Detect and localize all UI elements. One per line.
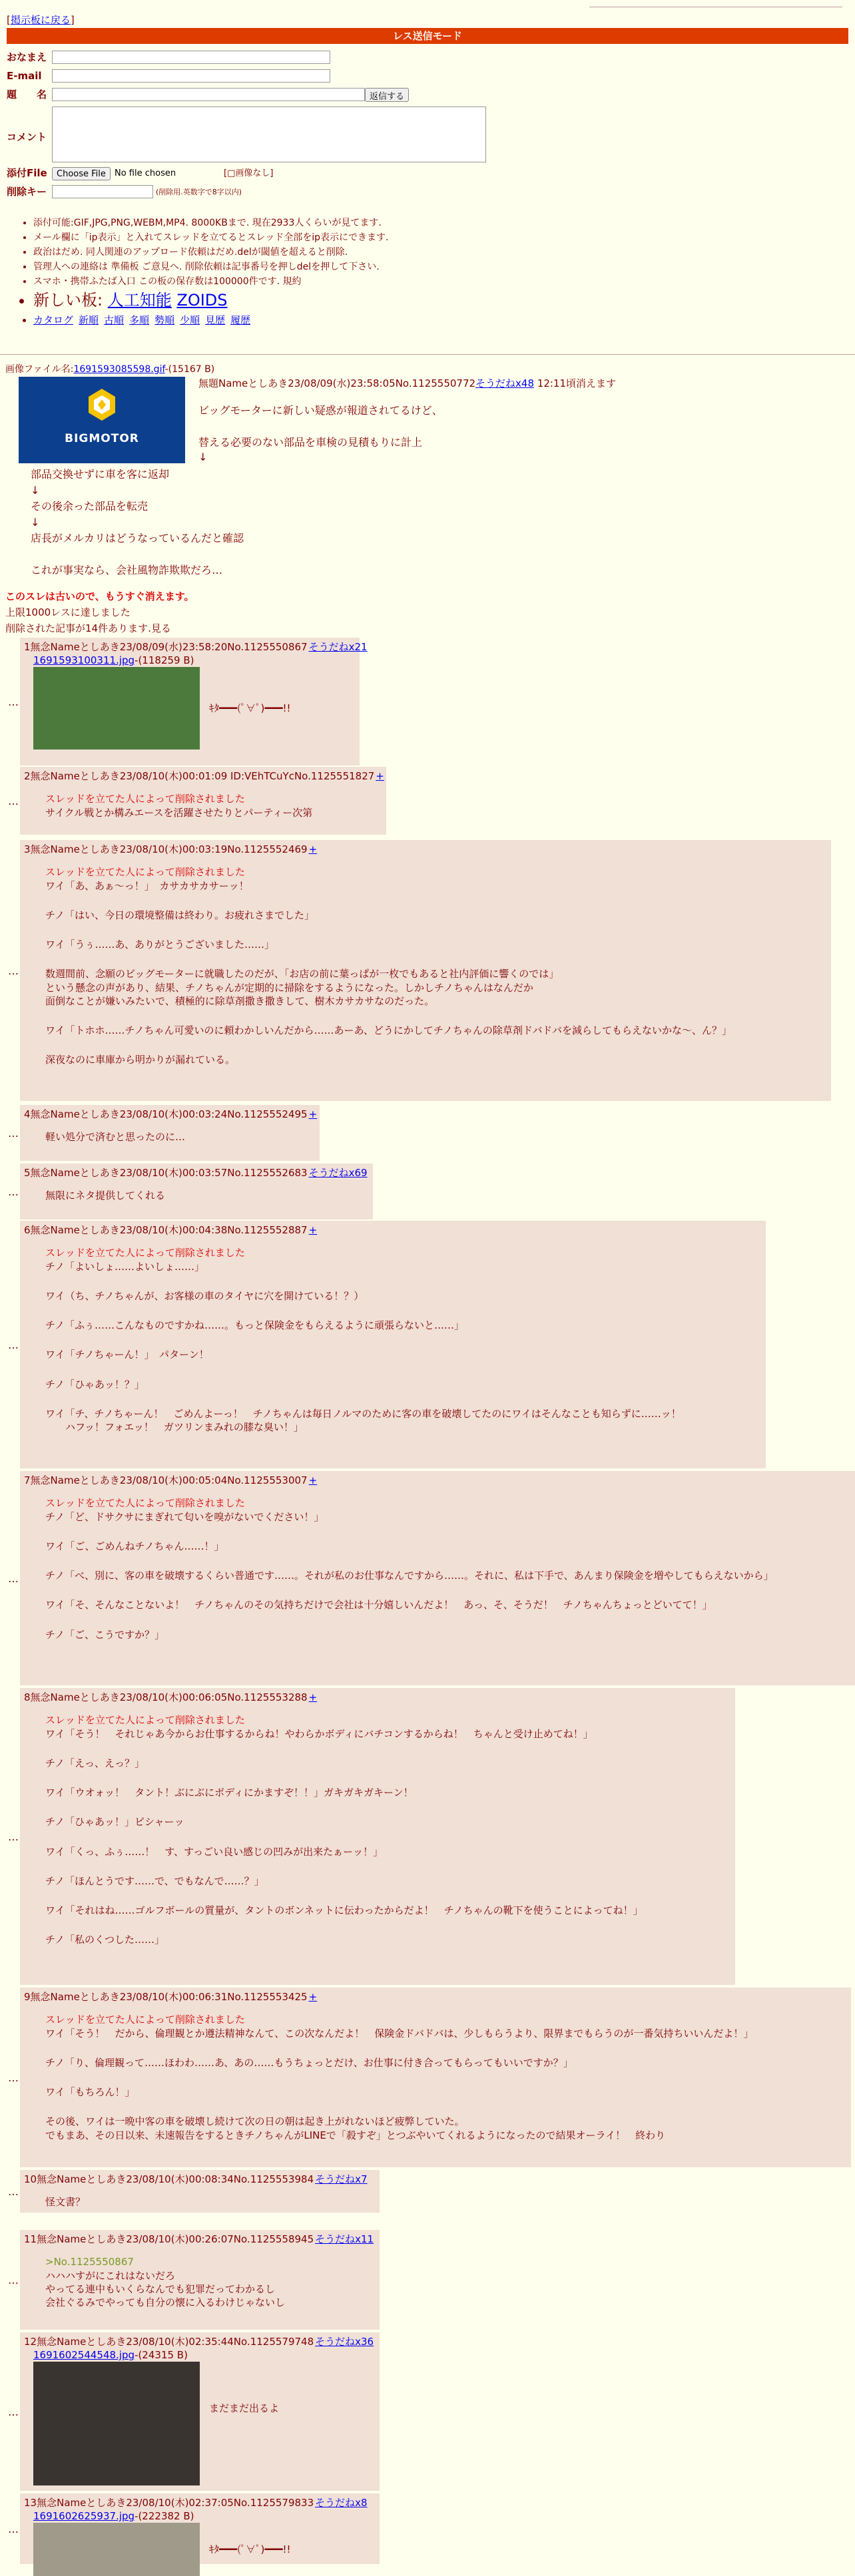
reply-number: 4: [24, 1108, 31, 1120]
reply-thumbnail[interactable]: [33, 2523, 200, 2576]
reply-indent-marker: …: [8, 795, 19, 807]
expiry-warning: このスレは古いので、もうすぐ消えます。: [5, 590, 194, 602]
reply-line: ワイ「くっ、ふぅ……！ す、すっごい良い感じの凹みが出来たぁーッ！」: [45, 1845, 384, 1858]
reply-line: チノ「はい、今日の環境整備は終わり。お疲れさまでした」: [45, 909, 314, 921]
reply-thumbnail[interactable]: [33, 2362, 200, 2485]
reply-meta: 無念Nameとしあき23/08/10(木)00:04:38No.1125552887: [30, 1224, 308, 1236]
reply-line: ワイ「トホホ……チノちゃん可愛いのに頼わかしいんだから……あーあ、どうにかしてチノちゃんの除草剤ドバドバを減らしてもらえないかな〜、ん？」: [45, 1024, 732, 1036]
reply-line: ハハハすがにこれはないだろ: [45, 2269, 176, 2282]
reply-line: ワイ「チ、チノちゃーん！ ごめんよーっ！ チノちゃんは毎日ノルマのために客の車を破壊してたのにワイはそんなことも知らずに……ッ！: [45, 1407, 681, 1420]
reply-caption: ｷﾀ━━━(ﾟ∀ﾟ)━━━!!: [209, 702, 291, 714]
board-nav: [33, 314, 388, 327]
op-line: 部品交換せずに車を客に返却: [31, 468, 170, 481]
quote-line: >No.1125550867: [45, 2256, 134, 2268]
reply-indent-marker: …: [8, 965, 19, 977]
reply-body: [45, 792, 382, 819]
nav-fewest[interactable]: 少順: [180, 314, 200, 326]
reply-body: [45, 2195, 376, 2209]
reply-line: 面倒なことが嫌いみたいで、積極的に除草剤撒き撒きして、樹木カサカサなのだった。: [45, 994, 435, 1007]
op-image-label: 画像ファイル名:: [5, 364, 74, 375]
reply-header: [24, 2173, 376, 2186]
reply-header: [24, 769, 382, 783]
reply-number: 6: [24, 1224, 31, 1236]
reply-post: [20, 840, 831, 1101]
op-sodane-link[interactable]: そうだねx48: [475, 377, 534, 389]
reply-body: [45, 2255, 376, 2309]
reply-line: 軽い処分で済むと思ったのに…: [45, 1131, 186, 1144]
reply-image-size: -(222382 B): [135, 2510, 194, 2523]
comment-textarea[interactable]: [52, 107, 486, 162]
reply-header: [24, 2335, 376, 2348]
reply-indent-marker: …: [8, 1127, 19, 1140]
bigmotor-logo-icon: [19, 377, 185, 463]
reply-image-size: -(118259 B): [135, 654, 194, 667]
reply-line: チノ「ふぅ……こんなものですかね……。もっと保険金をもらえるように頑張らないと……」: [45, 1319, 464, 1331]
reply-line: 無限にネタ提供してくれる: [45, 1189, 166, 1202]
sodane-button[interactable]: +: [308, 843, 318, 855]
op-image-info: [5, 363, 214, 376]
op-line: これが事実なら、会社風物詐欺欺だろ…: [31, 564, 223, 576]
reply-line: チノ「えっ、えっ？」: [45, 1757, 144, 1769]
nav-most[interactable]: 多順: [129, 314, 150, 326]
reply-number: 1: [24, 641, 31, 653]
reply-indent-marker: …: [8, 1185, 19, 1198]
rule-item: • スマホ・携帯ふたば入口 この板の保存数は100000件です. 規約: [33, 276, 388, 288]
reply-line: という懸念の声があり、結果、チノちゃんが定期的に掃除をするようになった。しかしチノちゃんはなんだか: [45, 981, 533, 994]
reply-meta: 無念Nameとしあき23/08/09(水)23:58:20No.1125550867: [30, 641, 308, 653]
reply-image-size: -(24315 B): [135, 2349, 188, 2362]
reply-post: [20, 638, 368, 765]
reply-mode-bar: レス送信モード: [7, 28, 848, 44]
reply-post: [20, 2230, 380, 2330]
reply-line: チノ「よいしょ……よいしょ……」: [45, 1260, 204, 1273]
reply-line: 数週間前、念願のビッグモーターに就職したのだが、「お店の前に葉っぱが一枚でもあると社内評価に響くのでは」: [45, 968, 559, 980]
reply-indent-marker: …: [8, 1830, 19, 1843]
limit-notice: 上限1000レスに達しました: [5, 606, 131, 618]
deleted-posts-notice[interactable]: 削除された記事が14件あります.見る: [5, 622, 171, 634]
reply-line: ワイ「ご、ごめんねチノちゃん……！」: [45, 1540, 224, 1552]
op-image-size: -(15167 B): [164, 364, 215, 375]
reply-indent-marker: …: [8, 2071, 19, 2084]
sodane-button[interactable]: そうだねx69: [308, 1167, 368, 1179]
reply-header: [24, 2496, 376, 2509]
op-line: 替える必要のない部品を車検の見積もりに計上: [198, 436, 423, 449]
reply-indent-marker: …: [8, 1572, 19, 1585]
board-rules-list: [13, 217, 388, 329]
reply-meta: 無念Nameとしあき23/08/10(木)00:06:31No.1125553425: [30, 1991, 308, 2003]
reply-line: チノ「ひゃあッ！？」: [45, 1378, 144, 1391]
op-line: ビッグモーターに新しい疑惑が報道されてるけど、: [198, 404, 443, 417]
reply-line: チノ「り、倫理観って……ほわわ……あ、あの……もうちょっとだけ、お仕事に付き合ってもらってもいいですか？」: [45, 2056, 573, 2069]
comment-label: コメント: [7, 131, 47, 143]
reply-number: 10: [24, 2173, 37, 2185]
reply-indent-marker: …: [8, 2406, 19, 2418]
deleted-notice: スレッドを立てた人によって削除されました: [45, 793, 245, 805]
reply-line: ハフッ！フォエッ！ ガツリンまみれの膝な臭い！」: [45, 1421, 304, 1433]
reply-post: [20, 1471, 855, 1685]
deleted-notice: スレッドを立てた人によって削除されました: [45, 1714, 245, 1727]
reply-post: [20, 2493, 380, 2564]
reply-number: 3: [24, 843, 31, 855]
nav-history[interactable]: 履歴: [230, 314, 251, 326]
op-image-link[interactable]: 1691593085598.gif: [73, 364, 165, 375]
nav-momentum[interactable]: 勢順: [154, 314, 175, 326]
reply-line: ワイ「そう！ それじゃあ今からお仕事するからね！やわらかボディにバチコンするからね！ ちゃんと受け止めてね！」: [45, 1727, 593, 1740]
reply-indent-marker: …: [8, 696, 19, 708]
op-line: 店長がメルカリはどうなっているんだと確認: [31, 532, 244, 544]
reply-body: [45, 1246, 762, 1434]
reply-line: チノ「私のくつした……」: [45, 1934, 164, 1946]
reply-meta: 無念Nameとしあき23/08/10(木)00:03:19No.1125552469: [30, 843, 308, 855]
rule-item: • 管理人への連絡は 準備板 ご意見へ. 削除依頼は記事番号を押しdelを押して下さい.: [33, 261, 388, 274]
rule-item: • 添付可能:GIF,JPG,PNG,WEBM,MP4. 8000KBまで. 現在2933人くらいが見てます.: [33, 217, 388, 230]
sodane-button[interactable]: +: [308, 1691, 318, 1703]
delete-key-input[interactable]: [52, 185, 153, 198]
back-link-container: [掲示板に戻る]: [7, 14, 75, 26]
op-thumbnail[interactable]: [19, 377, 185, 463]
reply-body: [45, 1130, 316, 1144]
subject-input[interactable]: [52, 88, 365, 101]
reply-image-info: [33, 2509, 376, 2523]
op-header-meta: 無題Nameとしあき23/08/09(水)23:58:05No.1125550772: [198, 377, 476, 389]
new-board-line: [33, 290, 388, 311]
sodane-button[interactable]: そうだねx11: [315, 2233, 374, 2245]
reply-line: ワイ「そう！ だから、倫理観とか遵法精神なんて、この次なんだよ！ 保険金ドバドバは、少しもらうより、限界までもらうのが一番気持ちいいんだよ！」: [45, 2027, 754, 2039]
nav-oldest[interactable]: 古順: [104, 314, 125, 326]
rule-item: • メール欄に「ip表示」と入れてスレッドを立てるとスレッド全部をip表示にできます.: [33, 232, 388, 244]
no-file-text: No file chosen: [115, 168, 176, 178]
delete-key-label: 削除キー: [7, 186, 47, 198]
reply-line: その後、ワイは一晩中客の車を破壊し続けて次の日の朝は起き上がれないほど疲弊していた。: [45, 2115, 465, 2128]
reply-indent-marker: …: [8, 1339, 19, 1351]
op-line: ↓: [31, 516, 40, 529]
rule-item: • 政治はだめ. 同人関連のアップロード依頼はだめ.delが閾値を超えると削除.: [33, 246, 388, 259]
sodane-button[interactable]: そうだねx21: [308, 641, 368, 653]
reply-number: 7: [24, 1474, 31, 1486]
reply-meta: 無念Nameとしあき23/08/10(木)02:37:05No.1125579833: [37, 2497, 314, 2509]
reply-line: チノ「ひゃあッ！」ビシャーッ: [45, 1816, 184, 1828]
sodane-button[interactable]: +: [308, 1991, 318, 2003]
reply-thumbnail[interactable]: [33, 667, 200, 750]
op-header: [198, 377, 616, 390]
email-input[interactable]: [52, 69, 330, 83]
reply-number: 12: [24, 2336, 37, 2348]
reply-post: [20, 1164, 373, 1219]
deleted-notice: スレッドを立てた人によって削除されました: [45, 1497, 245, 1510]
reply-line: ワイ「あ、あぁ〜っ！」 カサカサカサーッ！: [45, 879, 249, 892]
deleted-notice: スレッドを立てた人によって削除されました: [45, 1247, 245, 1259]
nav-view-history[interactable]: 見歴: [205, 314, 226, 326]
reply-indent-marker: …: [8, 2523, 19, 2535]
reply-line: ワイ「もちろん！」: [45, 2086, 135, 2098]
reply-line: サイクル戦とか構みエースを活躍させたりとパーティー次第: [45, 806, 313, 819]
reply-caption: まだまだ出るよ: [209, 2402, 280, 2414]
reply-body: [45, 2013, 847, 2142]
reply-line: 深夜なのに車庫から明かりが漏れている。: [45, 1054, 236, 1066]
reply-post: [20, 1688, 735, 1985]
reply-body: [45, 865, 827, 1066]
reply-header: [24, 1691, 731, 1704]
reply-line: やってる連中もいくらなんでも犯罪だってわかるし: [45, 2282, 276, 2295]
reply-image-link[interactable]: 1691602625937.jpg: [33, 2510, 135, 2523]
reply-header: [24, 640, 368, 654]
reply-header: [24, 1223, 762, 1237]
reply-meta: 無念Nameとしあき23/08/10(木)00:08:34No.1125553984: [37, 2173, 314, 2185]
reply-post: [20, 1105, 320, 1161]
reply-header: [24, 1474, 855, 1487]
reply-line: 会社ぐるみでやっても自分の懐に入るわけじゃないし: [45, 2296, 286, 2308]
sodane-button[interactable]: そうだねx8: [315, 2497, 368, 2509]
sodane-button[interactable]: そうだねx36: [315, 2336, 374, 2348]
reply-header: [24, 2233, 376, 2246]
sodane-button[interactable]: +: [308, 1108, 318, 1120]
op-line: ↓: [31, 484, 40, 497]
nav-catalog[interactable]: カタログ: [33, 314, 74, 326]
reply-body: [45, 1496, 855, 1641]
reply-meta: 無念Nameとしあき23/08/10(木)00:01:09 ID:VEhTCuYcNo.1125551827: [30, 770, 375, 782]
reply-number: 9: [24, 1991, 31, 2003]
reply-body: [45, 1189, 369, 1202]
reply-indent-marker: …: [8, 2274, 19, 2286]
reply-meta: 無念Nameとしあき23/08/10(木)00:03:24No.1125552495: [30, 1108, 308, 1120]
reply-line: でもまあ、その日以来、未速報告をするときチノちゃんがLINEで「殺すぞ」とつぶやいてくれるようになったので結果オーライ！ 終わり: [45, 2129, 666, 2141]
reply-line: ワイ「うぅ……あ、ありがとうございました……」: [45, 939, 274, 951]
reply-post: [20, 1221, 766, 1468]
reply-meta: 無念Nameとしあき23/08/10(木)00:03:57No.1125552683: [30, 1167, 308, 1179]
reply-number: 8: [24, 1691, 31, 1703]
reply-indent-marker: …: [8, 2185, 19, 2198]
reply-caption: ｷﾀ━━━(ﾟ∀ﾟ)━━━!!: [209, 2543, 291, 2555]
reply-line: チノ「ど、ドサクサにまぎれて匂いを嗅がないでください！」: [45, 1510, 324, 1523]
submit-reply-button[interactable]: 返信する: [365, 88, 409, 102]
reply-number: 2: [24, 770, 31, 782]
back-to-board-link[interactable]: 掲示板に戻る: [10, 14, 71, 26]
reply-image-info: [33, 654, 356, 667]
new-board-link-zoids[interactable]: ZOIDS: [176, 291, 228, 310]
choose-file-button[interactable]: Choose File: [52, 167, 111, 180]
name-input[interactable]: [52, 51, 330, 64]
sodane-button[interactable]: +: [308, 1474, 318, 1486]
nav-newest[interactable]: 新順: [79, 314, 99, 326]
reply-number: 13: [24, 2497, 37, 2509]
op-expiry: 12:11頃消えます: [537, 377, 617, 389]
op-logo-text: BIGMOTOR: [65, 432, 139, 445]
reply-header: [24, 1990, 847, 2004]
reply-line: ワイ「そ、そんなことないよ！ チノちゃんのその気持ちだけで会社は十分嬉しいんだよ！ あっ、そ、そうだ！ チノちゃんちょっとどいてて！」: [45, 1599, 712, 1611]
reply-line: ワイ「それはね……ゴルフボールの質量が、タントのボンネットに伝わったからだよ！ チノちゃんの靴下を使うことによってね！」: [45, 1904, 643, 1916]
reply-post: [20, 767, 386, 835]
reply-line: 怪文書？: [45, 2196, 86, 2209]
reply-line: ワイ（ち、チノちゃんが、お客様の車のタイヤに穴を開けている！？）: [45, 1289, 364, 1302]
file-label: 添付File: [7, 167, 47, 179]
reply-meta: 無念Nameとしあき23/08/10(木)02:35:44No.1125579748: [37, 2336, 314, 2348]
reply-body: [45, 1713, 731, 1946]
deleted-notice: スレッドを立てた人によって削除されました: [45, 866, 245, 879]
reply-header: [24, 1108, 316, 1121]
reply-image-info: [33, 2348, 376, 2362]
new-board-link-ai[interactable]: 人工知能: [107, 291, 172, 310]
reply-line: ワイ「ウオォッ！ タント！ぶにぶにボディにかますぞ！！」ガキガキガキーン！: [45, 1787, 414, 1799]
reply-post: [20, 2170, 380, 2213]
reply-meta: 無念Nameとしあき23/08/10(木)00:05:04No.1125553007: [30, 1474, 308, 1486]
reply-post: [20, 1988, 851, 2167]
op-line: ↓: [198, 451, 208, 463]
reply-number: 11: [24, 2233, 37, 2245]
subject-label: 題 名: [7, 89, 47, 101]
email-label: E-mail: [7, 70, 42, 82]
no-image-checkbox[interactable]: [□画像なし]: [224, 168, 274, 178]
reply-meta: 無念Nameとしあき23/08/10(木)00:06:05No.1125553288: [30, 1691, 308, 1703]
sodane-button[interactable]: +: [308, 1224, 318, 1236]
reply-header: [24, 1166, 369, 1180]
delete-key-hint: (削除用.英数字で8字以内): [156, 188, 242, 196]
reply-number: 5: [24, 1167, 31, 1179]
new-board-prefix: 新しい板:: [33, 291, 103, 310]
reply-image-link[interactable]: 1691602544548.jpg: [33, 2349, 135, 2362]
reply-image-link[interactable]: 1691593100311.jpg: [33, 654, 135, 667]
deleted-notice: スレッドを立てた人によって削除されました: [45, 2014, 245, 2026]
reply-line: ワイ「チノちゃーん！」 パターン！: [45, 1349, 209, 1361]
reply-line: チノ「ほんとうです……で、でもなんで……？」: [45, 1874, 264, 1887]
name-label: おなまえ: [7, 51, 47, 63]
reply-line: チノ「ご、こうですか？」: [45, 1628, 164, 1641]
op-line: その後余った部品を転売: [31, 500, 148, 513]
reply-post: [20, 2332, 380, 2491]
reply-header: [24, 843, 827, 856]
sodane-button[interactable]: そうだねx7: [315, 2173, 368, 2185]
reply-meta: 無念Nameとしあき23/08/10(木)00:26:07No.1125558945: [37, 2233, 314, 2245]
reply-line: チノ「べ、別に、客の車を破壊するくらい普通です……。それが私のお仕事なんですから……。それに、私は下手で、あんまり保険金を増やしてもらえないから」: [45, 1570, 774, 1582]
sodane-button[interactable]: +: [376, 770, 384, 782]
